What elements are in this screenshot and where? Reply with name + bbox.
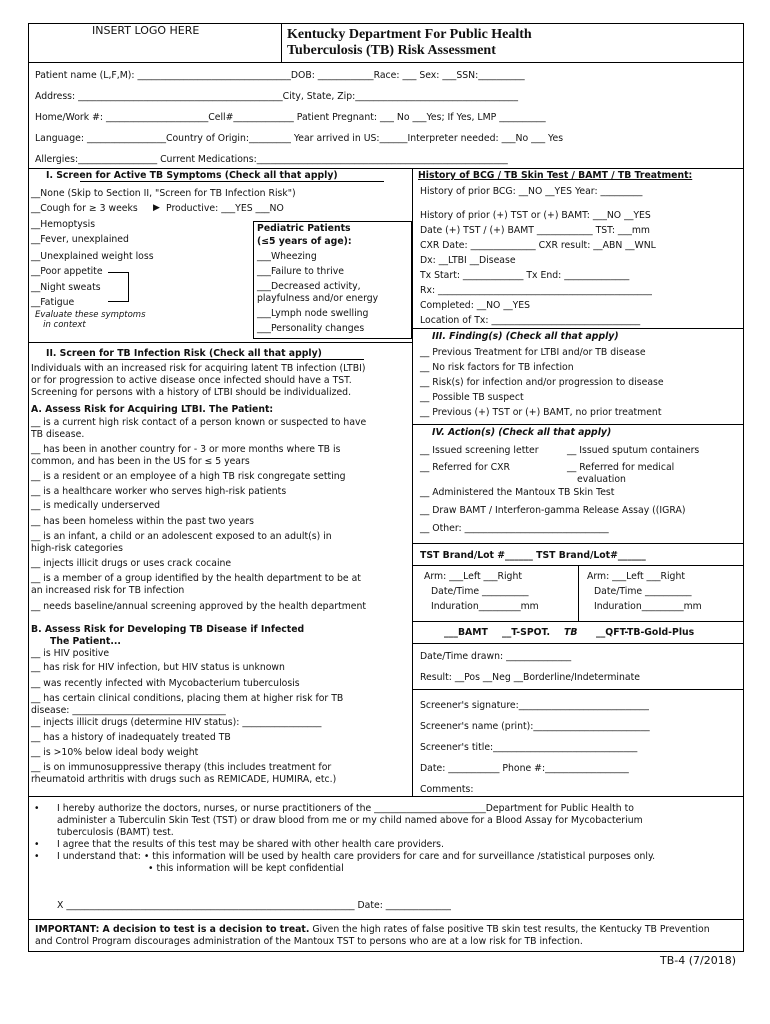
history-line[interactable]: CXR Date: ______________ CXR result: __ABN __WNL <box>420 240 656 251</box>
tst-vdivider <box>578 565 579 621</box>
form-number: TB-4 (7/2018) <box>660 954 737 967</box>
risk-a-item[interactable]: __ injects illicit drugs or uses crack cocaine <box>31 558 232 569</box>
important-text: Given the high rates of false positive TB skin test results, the Kentucky TB Prevention <box>309 924 710 935</box>
history-line[interactable]: History of prior (+) TST or (+) BAMT: ___NO __YES <box>420 210 651 221</box>
header-vdivider <box>281 23 282 62</box>
finding-item[interactable]: __ Risk(s) for infection and/or progression to disease <box>420 377 664 388</box>
symptom-cough[interactable]: __Cough for ≥ 3 weeks <box>31 203 138 214</box>
risk-a-item[interactable]: __ is a current high risk contact of a person known or suspected to have <box>31 417 367 428</box>
risk-b-item[interactable]: __ was recently infected with Mycobacterium tuberculosis <box>31 678 300 689</box>
qft-option[interactable]: __QFT-TB-Gold-Plus <box>596 627 695 638</box>
frame-bottom <box>28 951 744 952</box>
action-other[interactable]: __ Other: _______________________________ <box>420 523 609 534</box>
risk-a-item[interactable]: __ is a resident or an employee of a high TB risk congregate setting <box>31 471 346 482</box>
risk-b-item[interactable]: __ is >10% below ideal body weight <box>31 747 199 758</box>
section-2-intro: Screening for persons with a history of LTBI should be individualized. <box>31 387 352 398</box>
page-title: Kentucky Department For Public Health <box>287 27 532 42</box>
symptom-hemoptysis[interactable]: __Hemoptysis <box>31 219 96 230</box>
risk-a-item[interactable]: __ is a healthcare worker who serves high-risk patients <box>31 486 287 497</box>
finding-item[interactable]: __ Previous Treatment for LTBI and/or TB disease <box>420 347 646 358</box>
screener-name[interactable]: Screener's name (print):_________________________ <box>420 721 650 732</box>
middle-divider <box>412 168 413 797</box>
patient-line-5[interactable]: Allergies:_________________ Current Medications:______________________________________________________ <box>35 154 508 165</box>
pediatric-item: playfulness and/or energy <box>257 293 379 304</box>
bullet-icon: • <box>34 803 40 814</box>
risk-b-item[interactable]: __ is on immunosuppressive therapy (this includes treatment for <box>31 762 332 773</box>
pediatric-title: Pediatric Patients <box>257 223 351 234</box>
section-4-title: IV. Action(s) (Check all that apply) <box>432 427 612 438</box>
consent-1-end: tuberculosis (BAMT) test. <box>57 827 174 838</box>
tst-arm-1[interactable]: Arm: ___Left ___Right <box>424 571 522 582</box>
tst-induration-1[interactable]: Induration_________mm <box>431 601 539 612</box>
section-divider-9 <box>28 919 744 920</box>
patient-line-2[interactable]: Address: ____________________________________________City, State, Zip:___________________________________ <box>35 91 518 102</box>
symptom-fever[interactable]: __Fever, unexplained <box>31 234 129 245</box>
section-divider-4 <box>412 424 744 425</box>
section-divider-5 <box>412 543 744 544</box>
action-screening-letter[interactable]: __ Issued screening letter <box>420 445 539 456</box>
section-2-intro: Individuals with an increased risk for acquiring latent TB infection (LTBI) <box>31 363 366 374</box>
section-1-title: I. Screen for Active TB Symptoms (Check all that apply) <box>46 170 338 181</box>
pediatric-item[interactable]: ___Wheezing <box>257 251 317 262</box>
symptom-weight[interactable]: __Unexplained weight loss <box>31 251 154 262</box>
frame-left <box>28 23 29 951</box>
section-2b-subtitle: The Patient... <box>50 636 121 647</box>
tspot-option-tb: TB <box>564 627 578 638</box>
action-cxr[interactable]: __ Referred for CXR <box>420 462 510 473</box>
risk-a-item[interactable]: __ has been homeless within the past two years <box>31 516 255 527</box>
symptom-sweats[interactable]: __Night sweats <box>31 282 101 293</box>
pediatric-item[interactable]: ___Failure to thrive <box>257 266 344 277</box>
risk-a-item[interactable]: __ needs baseline/annual screening approved by the health department <box>31 601 367 612</box>
symptom-fatigue[interactable]: __Fatigue <box>31 297 75 308</box>
patient-line-1[interactable]: Patient name (L,F,M): _________________________________DOB: ____________Race: ___ Sex: ___SSN:__________ <box>35 70 525 81</box>
risk-a-item[interactable]: __ is medically underserved <box>31 500 161 511</box>
history-line[interactable]: History of prior BCG: __NO __YES Year: _________ <box>420 186 643 197</box>
frame-right <box>743 23 744 951</box>
tst-induration-2[interactable]: Induration_________mm <box>594 601 702 612</box>
history-line[interactable]: Completed: __NO __YES <box>420 300 531 311</box>
pediatric-item[interactable]: ___Lymph node swelling <box>257 308 369 319</box>
symptom-appetite[interactable]: __Poor appetite <box>31 266 103 277</box>
section-3-title: III. Finding(s) (Check all that apply) <box>432 331 619 342</box>
risk-b-item[interactable]: __ has a history of inadequately treated TB <box>31 732 231 743</box>
section-1-title-underline <box>80 181 384 182</box>
section-divider-1 <box>28 168 744 169</box>
patient-line-3[interactable]: Home/Work #: ______________________Cell#_____________ Patient Pregnant: ___ No ___Yes; If Yes, LMP __________ <box>35 112 546 123</box>
symptom-note: Evaluate these symptoms in context <box>35 310 146 330</box>
logo-placeholder: INSERT LOGO HERE <box>92 24 200 37</box>
pediatric-subtitle: (≤5 years of age): <box>257 236 352 247</box>
important-note <box>35 924 710 935</box>
history-line[interactable]: Tx Start: _____________ Tx End: ______________ <box>420 270 630 281</box>
action-mantoux[interactable]: __ Administered the Mantoux TB Skin Test <box>420 487 615 498</box>
screener-title[interactable]: Screener's title:_______________________________ <box>420 742 638 753</box>
bamt-option[interactable]: ___BAMT <box>444 627 488 638</box>
finding-item[interactable]: __ Possible TB suspect <box>420 392 524 403</box>
risk-b-item[interactable]: __ has risk for HIV infection, but HIV status is unknown <box>31 662 285 673</box>
risk-a-item: common, and has been in the US for ≤ 5 years <box>31 456 250 467</box>
bracket-icon <box>108 272 129 302</box>
section-2-title-underline <box>80 359 364 360</box>
finding-item[interactable]: __ Previous (+) TST or (+) BAMT, no prior treatment <box>420 407 662 418</box>
signature-line[interactable]: X ______________________________________________________________ Date: ______________ <box>57 900 451 911</box>
page-subtitle: Tuberculosis (TB) Risk Assessment <box>287 43 496 58</box>
screener-signature[interactable]: Screener's signature:____________________________ <box>420 700 649 711</box>
risk-a-item: high-risk categories <box>31 543 123 554</box>
action-bamt[interactable]: __ Draw BAMT / Interferon-gamma Release Assay ((IGRA) <box>420 505 686 516</box>
action-medical[interactable]: __ Referred for medical <box>567 462 675 473</box>
section-divider-8 <box>28 796 744 797</box>
tst-datetime-2[interactable]: Date/Time __________ <box>594 586 692 597</box>
section-divider-7 <box>412 689 744 690</box>
consent-1: I hereby authorize the doctors, nurses, or nurse practitioners of the ________________________Department for Public Health to <box>57 803 634 814</box>
consent-1-cont: administer a Tuberculin Skin Test (TST) or draw blood from me or my child named above for a Blood Assay for Mycobacterium <box>57 815 643 826</box>
bamt-result[interactable]: Result: __Pos __Neg __Borderline/Indeterminate <box>420 672 640 683</box>
history-line[interactable]: Dx: __LTBI __Disease <box>420 255 516 266</box>
section-2-title: II. Screen for TB Infection Risk (Check all that apply) <box>46 348 322 359</box>
bullet-icon: • <box>34 839 40 850</box>
action-sputum[interactable]: __ Issued sputum containers <box>567 445 700 456</box>
risk-b-item[interactable]: __ is HIV positive <box>31 648 110 659</box>
section-2-intro: or for progression to active disease once infected should have a TST. <box>31 375 352 386</box>
section-2a-title: A. Assess Risk for Acquiring LTBI. The Patient: <box>31 404 274 415</box>
important-label: IMPORTANT: A decision to test is a decision to treat. <box>35 924 310 935</box>
risk-a-item[interactable]: __ has been in another country for - 3 or more months where TB is <box>31 444 341 455</box>
risk-b-item[interactable]: disease: _________________________________ <box>31 705 226 716</box>
section-2b-title: B. Assess Risk for Developing TB Disease if Infected <box>31 624 305 635</box>
consent-3: I understand that: • this information will be used by health care providers for care and for surveillance /statistical purposes only. <box>57 851 656 862</box>
section-divider-3 <box>412 328 744 329</box>
screener-date-phone[interactable]: Date: ___________ Phone #:__________________ <box>420 763 629 774</box>
risk-b-item[interactable]: __ injects illicit drugs (determine HIV status): _________________ <box>31 717 322 728</box>
pediatric-item[interactable]: ___Decreased activity, <box>257 281 361 292</box>
tst-datetime-1[interactable]: Date/Time __________ <box>431 586 529 597</box>
risk-a-item: TB disease. <box>31 429 85 440</box>
risk-a-item[interactable]: __ is a member of a group identified by the health department to be at <box>31 573 361 584</box>
consent-2: I agree that the results of this test may be shared with other health care providers. <box>57 839 444 850</box>
symptom-none[interactable]: __None (Skip to Section II, "Screen for TB Infection Risk") <box>31 188 296 199</box>
bamt-divider <box>412 643 744 644</box>
tst-arm-2[interactable]: Arm: ___Left ___Right <box>587 571 685 582</box>
risk-a-item: an increased risk for TB infection <box>31 585 185 596</box>
screener-comments[interactable]: Comments: <box>420 784 474 795</box>
section-divider-2 <box>28 342 413 343</box>
section-divider-6 <box>412 621 744 622</box>
tst-brand[interactable]: TST Brand/Lot #______ TST Brand/Lot#______ <box>420 550 646 561</box>
bullet-icon: • <box>34 851 40 862</box>
history-line[interactable]: Rx: ______________________________________________ <box>420 285 652 296</box>
history-line[interactable]: Location of Tx: ________________________________ <box>420 315 641 326</box>
bamt-drawn[interactable]: Date/Time drawn: ______________ <box>420 651 572 662</box>
important-note-cont: and Control Program discourages administration of the Mantoux TST to persons who are at a low risk for TB infection. <box>35 936 583 947</box>
action-medical-cont: evaluation <box>577 474 626 485</box>
patient-line-4[interactable]: Language: _________________Country of Origin:_________ Year arrived in US:______Interpreter needed: ___No ___ Yes <box>35 133 564 144</box>
header-divider <box>28 62 744 63</box>
history-title: History of BCG / TB Skin Test / BAMT / TB Treatment: <box>418 170 693 181</box>
finding-item[interactable]: __ No risk factors for TB infection <box>420 362 574 373</box>
risk-b-item: rheumatoid arthritis with drugs such as REMICADE, HUMIRA, etc.) <box>31 774 337 785</box>
tspot-option[interactable]: __T-SPOT. <box>502 627 551 638</box>
risk-a-item[interactable]: __ is an infant, a child or an adolescent exposed to an adult(s) in <box>31 531 332 542</box>
history-line[interactable]: Date (+) TST / (+) BAMT ____________ TST: ___mm <box>420 225 650 236</box>
symptom-productive[interactable]: Productive: ___YES ___NO <box>166 203 284 214</box>
risk-b-item[interactable]: __ has certain clinical conditions, placing them at higher risk for TB <box>31 693 344 704</box>
arrow-right-icon: ▶ <box>153 203 160 213</box>
consent-3-cont: • this information will be kept confidential <box>148 863 344 874</box>
pediatric-item[interactable]: ___Personality changes <box>257 323 365 334</box>
